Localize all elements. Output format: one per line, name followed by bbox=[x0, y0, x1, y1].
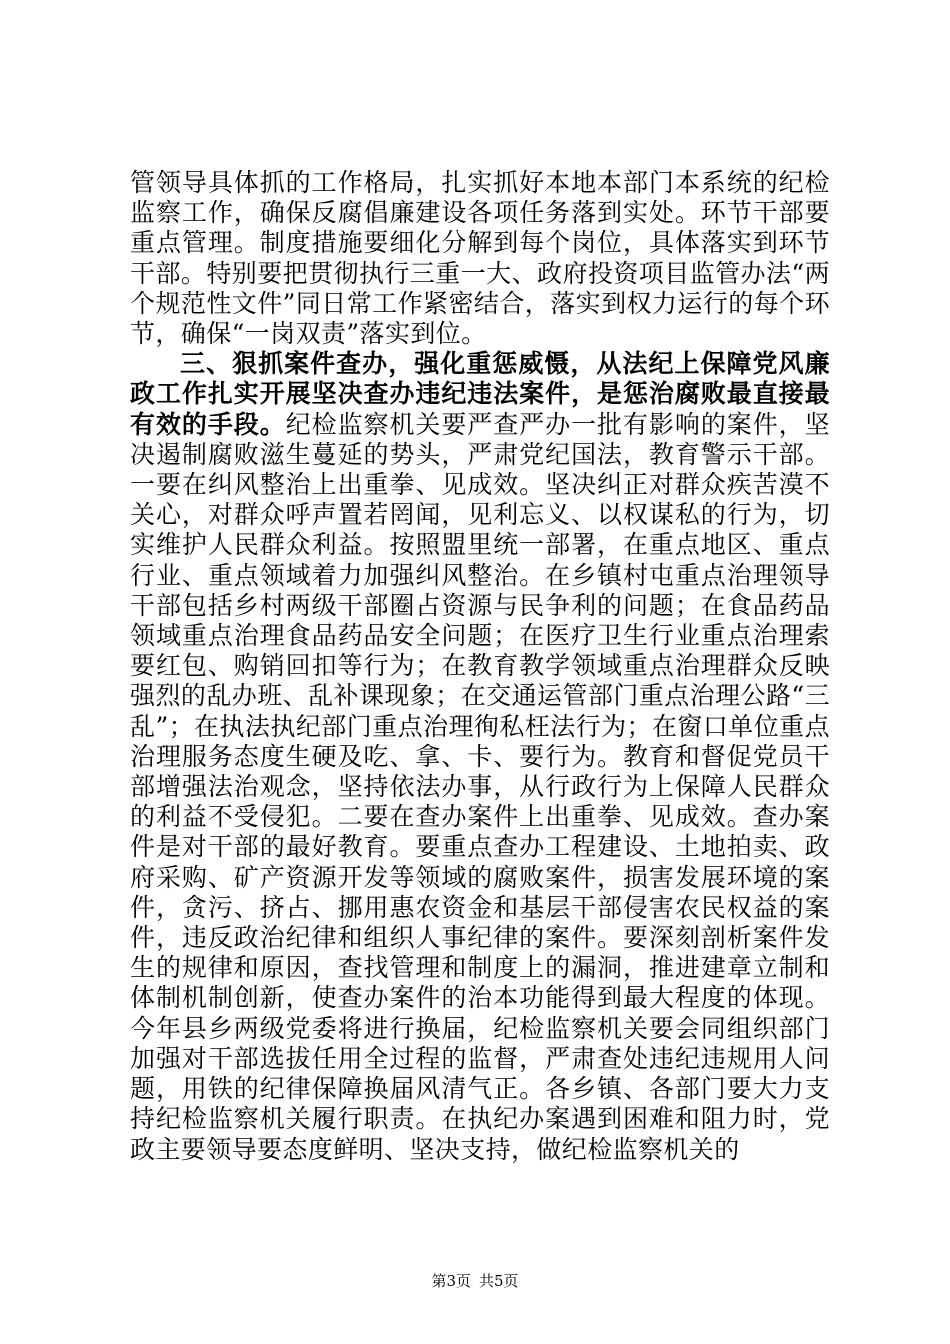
page-footer bbox=[0, 1272, 950, 1290]
paragraph-continuation: 管领导具体抓的工作格局，扎实抓好本地本部门本系统的纪检监察工作，确保反腐倡廉建设各项任务落到实处。环节干部要重点管理。制度措施要细化分解到每个岗位，具体落实到环节干部。特别要把贯彻执行三重一大、政府投资项目监管办法“两个规范性文件”同日常工作紧密结合，落实到权力运行的每个环节，确保“一岗双责”落实到位。 bbox=[130, 168, 830, 349]
page-number: 第3页 bbox=[431, 1272, 471, 1290]
section-body: 纪检监察机关要严查严办一批有影响的案件，坚决遏制腐败滋生蔓延的势头，严肃党纪国法，教育警示干部。一要在纠风整治上出重拳、见成效。坚决纠正对群众疾苦漠不关心，对群众呼声置若罔闻，见利忘义、以权谋私的行为，切实维护人民群众利益。按照盟里统一部署，在重点地区、重点行业、重点领域着力加强纠风整治。在乡镇村屯重点治理领导干部包括乡村两级干部圈占资源与民争利的问题；在食品药品领域重点治理食品药品安全问题；在医疗卫生行业重点治理索要红包、购销回扣等行为；在教育教学领域重点治理群众反映强烈的乱办班、乱补课现象；在交通运管部门重点治理公路“三乱”；在执法执纪部门重点治理徇私枉法行为；在窗口单位重点治理服务态度生硬及吃、拿、卡、要行为。教育和督促党员干部增强法治观念，坚持依法办事，从行政行为上保障人民群众的利益不受侵犯。二要在查办案件上出重拳、见成效。查办案件是对干部的最好教育。要重点查办工程建设、土地拍卖、政府采购、矿产资源开发等领域的腐败案件，损害发展环境的案件，贪污、挤占、挪用惠农资金和基层干部侵害农民权益的案件，违反政治纪律和组织人事纪律的案件。要深刻剖析案件发生的规律和原因，查找管理和制度上的漏洞，推进建章立制和体制机制创新，使查办案件的治本功能得到最大程度的体现。今年县乡两级党委将进行换届，纪检监察机关要会同组织部门加强对干部选拔任用全过程的监督，严肃查处违纪违规用人问题，用铁的纪律保障换届风清气正。各乡镇、各部门要大力支持纪检监察机关履行职责。在执纪办案遇到困难和阻力时，党政主要领导要态度鲜明、坚决支持，做纪检监察机关的 bbox=[130, 409, 831, 1164]
section-heading: 三、狠抓案件查办，强化重惩威慑，从法纪上保障党风廉政工作扎实开展坚决查办违纪违法案件，是惩治腐败最直接最有效的手段。 bbox=[130, 349, 830, 439]
document-body bbox=[130, 168, 830, 1165]
page-total: 共5页 bbox=[479, 1272, 519, 1290]
paragraph-section-three bbox=[130, 349, 830, 1164]
